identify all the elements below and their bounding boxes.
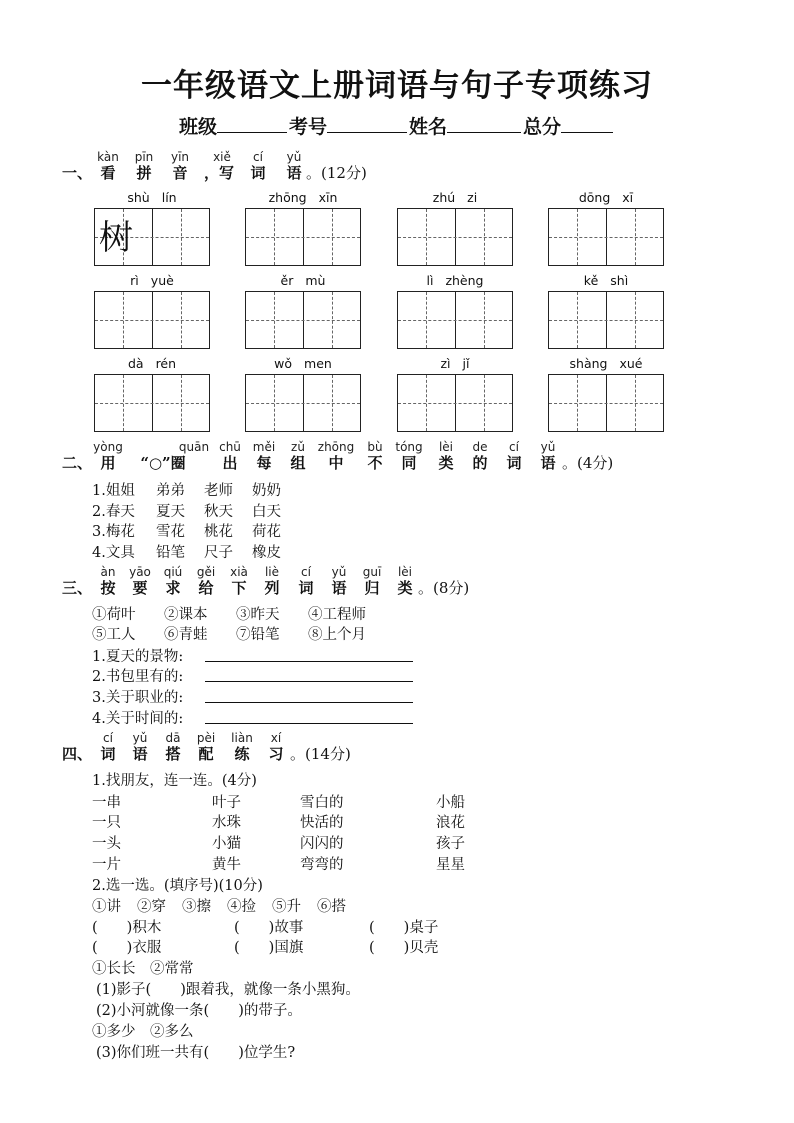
word-group-row [92,500,281,521]
heading-char: 习 [268,745,284,763]
pinyin-syllable: liè [264,565,280,579]
word-options-row [92,623,366,644]
heading-char: 练 [234,745,250,763]
heading-char: 不 [367,454,383,472]
heading-char: 词 [506,454,522,472]
word-options-row [92,603,366,624]
match-item[interactable]: 雪白的 [300,795,344,811]
name-label: 姓名 [409,116,448,138]
pinyin-syllable: pīn [134,150,154,164]
section-score: 。(8分) [418,579,470,597]
heading-char: “○”圈 [140,454,186,472]
class-label: 班级 [178,116,217,138]
page-title: 一年级语文上册词语与句子专项练习 [141,68,653,104]
pinyin-syllable: xí [270,731,282,745]
verb-option: ⑥搭 [317,899,346,915]
word-option: ⑥青蛙 [164,627,208,643]
sentence-blank[interactable]: (2)小河就像一条( )的带子。 [96,1003,302,1019]
pinyin-syllable: yīn [170,150,190,164]
word-item[interactable]: 秋天 [204,504,233,520]
heading-char: 求 [165,579,181,597]
box-pinyin: wǒ men [274,356,332,371]
section-4-heading [0,743,794,763]
sentence-blank[interactable]: (1)影子( )跟着我，就像一条小黑狗。 [96,982,360,998]
word-item[interactable]: 弟弟 [156,483,185,499]
verb-option: ②穿 [137,899,166,915]
match-item[interactable]: 小船 [436,795,465,811]
writing-grid[interactable] [245,291,361,349]
section-number: 二、 [62,454,93,472]
pinyin-syllable: dā [165,731,181,745]
section-2-heading [0,452,794,472]
pinyin-syllable: yòng [93,440,123,454]
box-pinyin: zhōng xīn [268,190,338,205]
box-pinyin: dà rén [127,356,177,371]
heading-char: 同 [401,454,417,472]
pinyin-syllable: cí [509,440,519,454]
score-field[interactable] [561,114,613,133]
pinyin-syllable: yǔ [286,150,302,164]
heading-char: 音 [172,164,188,182]
writing-grid[interactable] [548,374,664,432]
name-field[interactable] [447,114,521,133]
word-group-row [92,520,281,541]
pinyin-syllable: cí [301,565,311,579]
heading-char: ，写 [203,164,234,182]
match-item[interactable]: 一头 [92,836,121,852]
question-title: 1.找朋友，连一连。(4分) [92,773,257,789]
fill-blank-item[interactable]: ( )国旗 [234,940,304,956]
heading-char: 词 [298,579,314,597]
pinyin-syllable: xiě [213,150,231,164]
writing-grid[interactable] [397,291,513,349]
section-score: 。(4分) [562,454,614,472]
match-item[interactable]: 一只 [92,815,121,831]
heading-char: 的 [472,454,488,472]
example-character: 树 [99,218,133,258]
heading-char: 列 [264,579,280,597]
word-item[interactable]: 荷花 [252,524,281,540]
writing-grid[interactable] [94,208,210,266]
word-item[interactable]: 夏天 [156,504,185,520]
heading-char: 组 [290,454,306,472]
heading-char: 下 [231,579,247,597]
heading-char: 语 [331,579,347,597]
heading-char: 看 [100,164,116,182]
verb-option: ⑤升 [272,899,301,915]
fill-blank-item[interactable]: ( )积木 [92,920,162,936]
pinyin-syllable: yǔ [331,565,347,579]
verb-option: ①讲 [92,899,121,915]
word-option: ①长长 [92,961,136,977]
heading-char: 词 [100,745,116,763]
word-option: ②课本 [164,607,208,623]
word-option: ③昨天 [236,607,280,623]
pinyin-syllable: yǔ [540,440,556,454]
pinyin-syllable: lèi [397,565,413,579]
box-pinyin: lì zhèng [426,273,484,288]
pinyin-syllable: xià [230,565,248,579]
heading-char: 语 [540,454,556,472]
match-item[interactable]: 叶子 [212,795,241,811]
pinyin-syllable: bù [367,440,383,454]
student-info-line [0,112,794,139]
match-item[interactable]: 小猫 [212,836,241,852]
heading-char: 搭 [165,745,181,763]
heading-char: 给 [198,579,214,597]
fill-blank-item[interactable]: ( )故事 [234,920,304,936]
category-question: 2.书包里有的: [92,669,184,685]
number-label: 考号 [288,116,327,138]
section-score: 。(14分) [290,745,351,763]
word-item[interactable]: 尺子 [204,545,233,561]
verb-option: ④捡 [227,899,256,915]
heading-char: 词 [250,164,266,182]
writing-grid[interactable] [397,374,513,432]
word-option: ①荷叶 [92,607,136,623]
word-option: ⑧上个月 [308,627,366,643]
word-item[interactable]: 奶奶 [252,483,281,499]
writing-grid[interactable] [548,291,664,349]
section-1-heading [0,162,794,182]
pinyin-syllable: guī [362,565,382,579]
pinyin-syllable: liàn [231,731,253,745]
heading-char: 语 [286,164,302,182]
pinyin-syllable: qiú [163,565,183,579]
box-pinyin: ěr mù [280,273,326,288]
heading-char: 按 [100,579,116,597]
word-option: ②常常 [150,961,194,977]
heading-char: 归 [364,579,380,597]
pinyin-syllable: tóng [395,440,423,454]
match-item[interactable]: 一串 [92,795,121,811]
heading-char: 拼 [136,164,152,182]
heading-char: 类 [397,579,413,597]
fill-blank-item[interactable]: ( )桌子 [369,920,439,936]
word-option: ④工程师 [308,607,366,623]
heading-char: 用 [100,454,116,472]
heading-char: 类 [438,454,454,472]
word-option: ①多少 [92,1024,136,1040]
word-group-row [92,479,281,500]
word-item[interactable]: 橡皮 [252,545,281,561]
box-pinyin: dōng xī [578,190,634,205]
writing-grid[interactable] [548,208,664,266]
box-pinyin: rì yuè [130,273,174,288]
word-item[interactable]: 4.文具 [92,545,135,561]
match-item[interactable]: 水珠 [212,815,241,831]
word-item[interactable]: 铅笔 [156,545,185,561]
box-pinyin: shù lín [127,190,177,205]
pinyin-syllable: kàn [97,150,119,164]
number-field[interactable] [327,114,407,133]
pinyin-syllable: yǔ [132,731,148,745]
section-3-heading [0,577,794,597]
sentence-blank[interactable]: (3)你们班一共有( )位学生? [96,1045,296,1061]
answer-line[interactable] [205,702,413,703]
section-score: 。(12分) [306,164,367,182]
word-item[interactable]: 白天 [252,504,281,520]
section-number: 四、 [62,745,93,763]
answer-line[interactable] [205,681,413,682]
word-option: ②多么 [150,1024,194,1040]
class-field[interactable] [217,114,287,133]
pinyin-syllable: zhōng [317,440,355,454]
writing-grid[interactable] [245,208,361,266]
pinyin-syllable: chū [219,440,241,454]
heading-char: 配 [198,745,214,763]
match-item[interactable]: 黄牛 [212,857,241,873]
writing-grid[interactable] [94,374,210,432]
match-item[interactable]: 浪花 [436,815,465,831]
pinyin-syllable: quān [178,440,210,454]
heading-char: 语 [132,745,148,763]
answer-line[interactable] [205,661,413,662]
word-item[interactable]: 3.梅花 [92,524,135,540]
category-question: 1.夏天的景物: [92,649,184,665]
section-number: 一、 [62,164,93,182]
word-group-row [92,541,281,562]
pinyin-syllable: pèi [196,731,216,745]
word-item[interactable]: 桃花 [204,524,233,540]
fill-blank-item[interactable]: ( )贝壳 [369,940,439,956]
word-option: ⑤工人 [92,627,136,643]
box-pinyin: kě shì [583,273,629,288]
box-pinyin: zì jǐ [440,356,470,371]
word-options-row [92,957,194,978]
word-options-row [92,1020,194,1041]
verb-options-row [92,895,346,916]
match-item[interactable]: 弯弯的 [300,857,344,873]
writing-grid[interactable] [245,374,361,432]
match-item[interactable]: 闪闪的 [300,836,344,852]
fill-blank-item[interactable]: ( )衣服 [92,940,162,956]
heading-char: 要 [132,579,148,597]
writing-grid[interactable] [397,208,513,266]
pinyin-syllable: de [472,440,488,454]
match-item[interactable]: 快活的 [300,815,344,831]
pinyin-syllable: cí [253,150,263,164]
pinyin-syllable: lèi [438,440,454,454]
writing-grid[interactable] [94,291,210,349]
match-item[interactable]: 一片 [92,857,121,873]
category-question: 3.关于职业的: [92,690,184,706]
heading-char: 出 [222,454,238,472]
word-item[interactable]: 2.春天 [92,504,135,520]
pinyin-syllable: cí [103,731,113,745]
box-pinyin: zhú zi [432,190,478,205]
section-number: 三、 [62,579,93,597]
match-item[interactable]: 星星 [436,857,465,873]
category-question: 4.关于时间的: [92,711,184,727]
heading-char: 中 [328,454,344,472]
pinyin-syllable: àn [100,565,116,579]
pinyin-syllable: yāo [129,565,151,579]
word-option: ⑦铅笔 [236,627,280,643]
pinyin-syllable: zǔ [291,440,305,454]
word-item[interactable]: 老师 [204,483,233,499]
question-title: 2.选一选。(填序号)(10分) [92,878,263,894]
pinyin-syllable: gěi [196,565,216,579]
word-item[interactable]: 1.姐姐 [92,483,135,499]
box-pinyin: shàng xué [569,356,643,371]
word-item[interactable]: 雪花 [156,524,185,540]
answer-line[interactable] [205,723,413,724]
verb-option: ③擦 [182,899,211,915]
match-item[interactable]: 孩子 [436,836,465,852]
heading-char: 每 [256,454,272,472]
score-label: 总分 [523,116,562,138]
pinyin-syllable: měi [252,440,276,454]
